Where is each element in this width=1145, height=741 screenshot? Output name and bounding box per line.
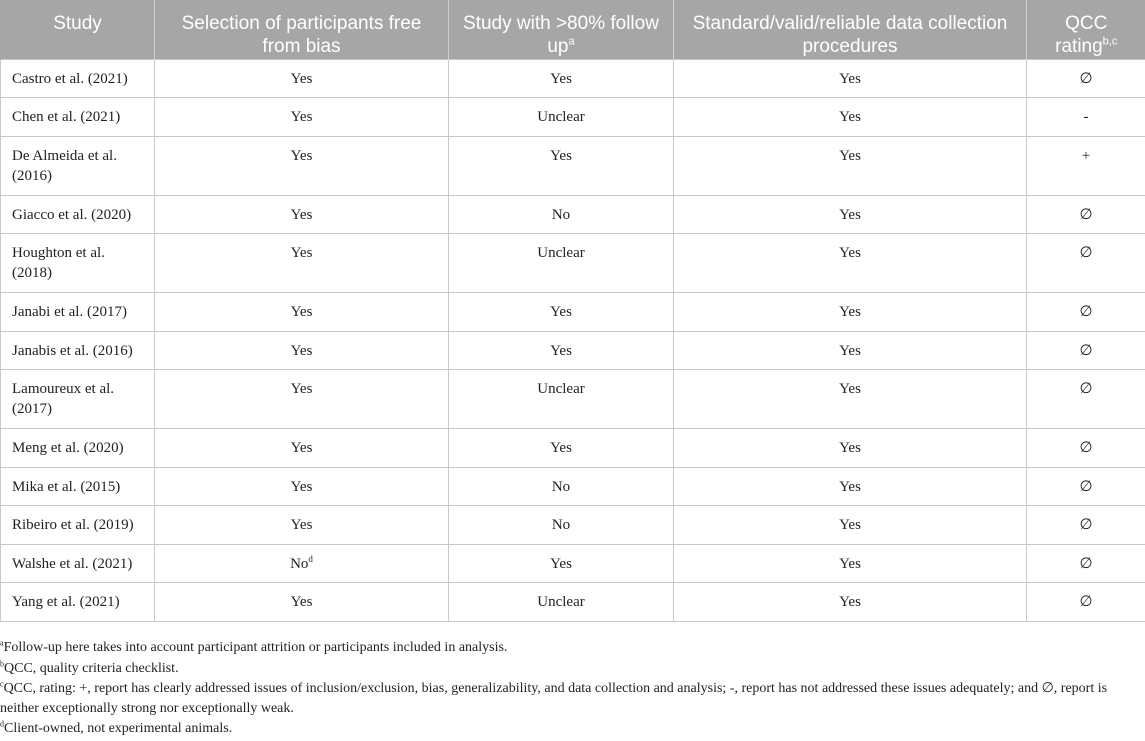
cell-rating: ∅ [1027, 331, 1145, 370]
cell-study: Lamoureux et al. (2017) [1, 370, 155, 429]
cell-followup: No [449, 506, 674, 545]
footnote-mark: c [0, 679, 4, 689]
table-footnotes [0, 638, 1140, 740]
cell-standard: Yes [674, 331, 1027, 370]
cell-study: Walshe et al. (2021) [1, 544, 155, 583]
table-row [1, 331, 1145, 370]
cell-rating: ∅ [1027, 195, 1145, 234]
cell-selection: Yes [155, 234, 449, 293]
header-row [1, 0, 1145, 59]
cell-selection: Yes [155, 467, 449, 506]
cell-rating: ∅ [1027, 544, 1145, 583]
footnote [0, 638, 1140, 658]
footnote-mark: a [0, 638, 4, 648]
footnote [0, 679, 1140, 718]
table-row [1, 429, 1145, 468]
header-rating: QCC rating$^{b,c}$ [1027, 0, 1145, 59]
cell-followup: Yes [449, 331, 674, 370]
cell-study: Janabi et al. (2017) [1, 293, 155, 332]
cell-followup: Yes [449, 136, 674, 195]
header-followup: Study with >80% follow $up^a$ [449, 0, 674, 59]
cell-followup: Yes [449, 544, 674, 583]
cell-selection: Yes [155, 429, 449, 468]
cell-followup: Yes [449, 59, 674, 98]
table-header [1, 0, 1145, 59]
cell-selection: Yes [155, 506, 449, 545]
cell-followup: No [449, 467, 674, 506]
cell-study: Chen et al. (2021) [1, 98, 155, 137]
table-row [1, 544, 1145, 583]
footnote-text: Follow-up here takes into account participant attrition or participants included in analysis. [3, 640, 508, 655]
footnote-mark: d [0, 719, 4, 729]
cell-selection: Yes [155, 331, 449, 370]
table-row [1, 370, 1145, 429]
cell-rating: ∅ [1027, 234, 1145, 293]
table-body [1, 59, 1145, 621]
table-row [1, 583, 1145, 622]
cell-followup: Unclear [449, 234, 674, 293]
cell-standard: Yes [674, 467, 1027, 506]
cell-selection: Yes [155, 583, 449, 622]
table-row [1, 506, 1145, 545]
cell-followup: Yes [449, 429, 674, 468]
cell-selection: Yes [155, 59, 449, 98]
cell-study: Mika et al. (2015) [1, 467, 155, 506]
cell-standard: Yes [674, 98, 1027, 137]
cell-selection: Yes [155, 370, 449, 429]
cell-study: Castro et al. (2021) [1, 59, 155, 98]
cell-rating: ∅ [1027, 583, 1145, 622]
cell-standard: Yes [674, 370, 1027, 429]
cell-followup: No [449, 195, 674, 234]
header-study: Study [1, 0, 155, 59]
cell-standard: Yes [674, 506, 1027, 545]
cell-study: Ribeiro et al. (2019) [1, 506, 155, 545]
footnote-text: QCC, rating: +, report has clearly addressed issues of inclusion/exclusion, bias, generalizability, and data collection and analysis; -, report has not addressed these issues adequately; and ∅, report is neither exceptionally strong nor exceptionally weak. [0, 681, 1108, 716]
cell-standard: Yes [674, 59, 1027, 98]
table-row [1, 98, 1145, 137]
header-standard: Standard/valid/reliable data collection procedures [674, 0, 1027, 59]
cell-selection: Yes [155, 293, 449, 332]
table-row [1, 467, 1145, 506]
cell-followup: Unclear [449, 370, 674, 429]
footnote-text: Client-owned, not experimental animals. [4, 721, 233, 736]
cell-followup: Unclear [449, 583, 674, 622]
cell-rating: ∅ [1027, 429, 1145, 468]
footnote [0, 659, 1140, 679]
cell-rating: ∅ [1027, 467, 1145, 506]
header-selection: Selection of participants free from bias [155, 0, 449, 59]
header-rating-footnote-mark: b,c [1102, 35, 1118, 48]
cell-rating: ∅ [1027, 59, 1145, 98]
cell-standard: Yes [674, 583, 1027, 622]
cell-standard: Yes [674, 234, 1027, 293]
cell-rating: ∅ [1027, 370, 1145, 429]
table-row [1, 293, 1145, 332]
cell-standard: Yes [674, 293, 1027, 332]
cell-selection: Yes [155, 136, 449, 195]
selection-footnote-mark: d [308, 553, 313, 564]
table-row [1, 234, 1145, 293]
cell-study: Houghton et al. (2018) [1, 234, 155, 293]
footnote [0, 719, 1140, 739]
cell-rating: ∅ [1027, 506, 1145, 545]
cell-standard: Yes [674, 544, 1027, 583]
cell-study: Meng et al. (2020) [1, 429, 155, 468]
table-row [1, 195, 1145, 234]
cell-rating: - [1027, 98, 1145, 137]
cell-study: Yang et al. (2021) [1, 583, 155, 622]
cell-standard: Yes [674, 136, 1027, 195]
cell-followup: Unclear [449, 98, 674, 137]
cell-selection: Yes [155, 98, 449, 137]
footnote-mark: b [0, 658, 4, 668]
cell-study: Janabis et al. (2016) [1, 331, 155, 370]
cell-standard: Yes [674, 195, 1027, 234]
cell-standard: Yes [674, 429, 1027, 468]
table-row [1, 136, 1145, 195]
cell-selection: Yes [155, 195, 449, 234]
cell-study: Giacco et al. (2020) [1, 195, 155, 234]
cell-rating: ∅ [1027, 293, 1145, 332]
cell-study: De Almeida et al. (2016) [1, 136, 155, 195]
cell-rating: + [1027, 136, 1145, 195]
header-followup-footnote-mark: a [568, 35, 575, 48]
cell-selection: No$^d$ [155, 544, 449, 583]
cell-followup: Yes [449, 293, 674, 332]
footnote-text: QCC, quality criteria checklist. [4, 660, 179, 676]
table-row [1, 59, 1145, 98]
